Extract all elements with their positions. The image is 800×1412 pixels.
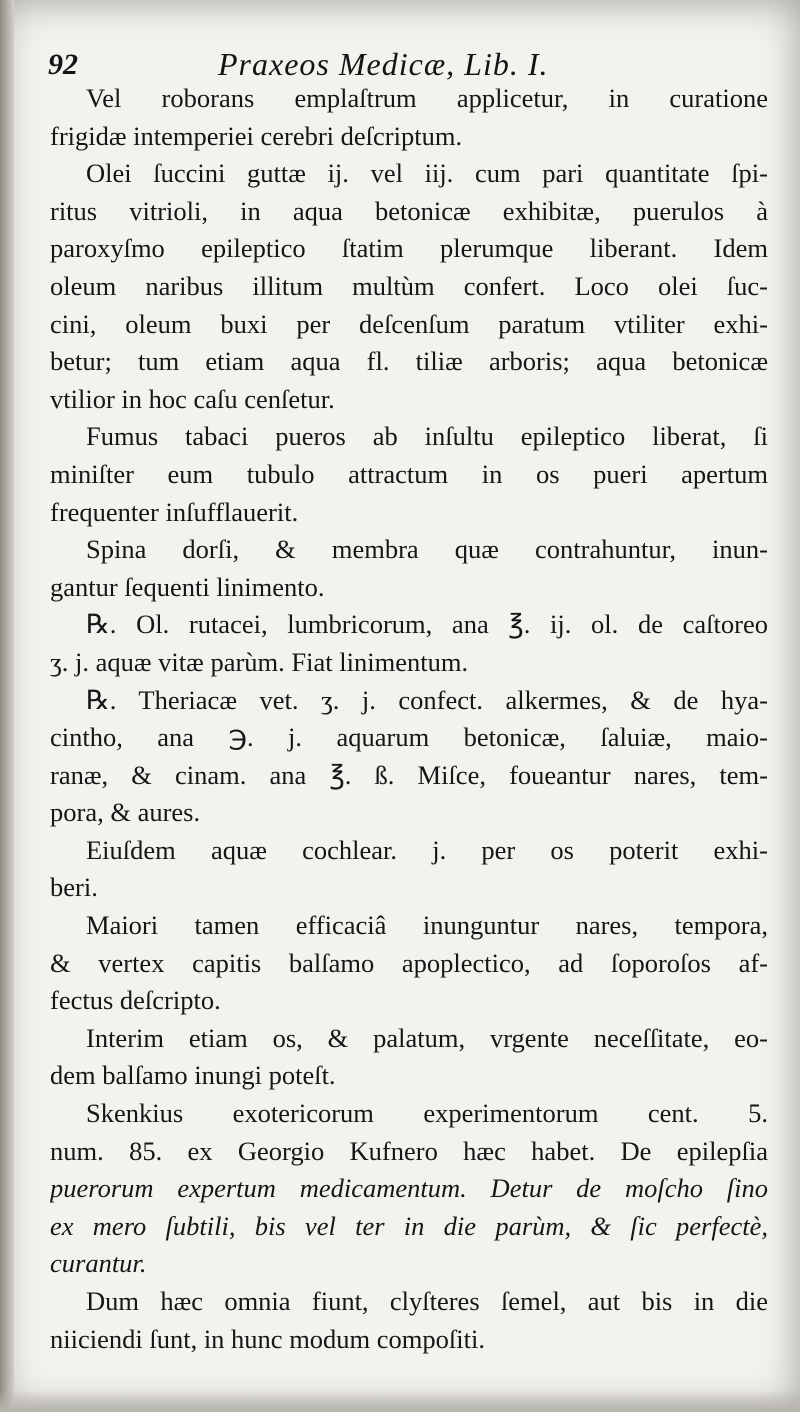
text-line: ritus vitrioli, in aqua betonicæ exhibitæ, puerulos à xyxy=(50,195,768,226)
text-line: Skenkius exotericorum experimentorum cent. 5. xyxy=(86,1098,768,1129)
page-number: 92 xyxy=(48,48,78,81)
text-line: beri. xyxy=(50,872,98,903)
text-line: gantur ſequenti linimento. xyxy=(50,571,325,602)
text-line: ℞. Theriacæ vet. ʒ. j. confect. alkermes, & de hya- xyxy=(86,684,768,715)
text-line: vtilior in hoc caſu cenſetur. xyxy=(50,383,335,414)
text-line: Vel roborans emplaſtrum applicetur, in curatione xyxy=(86,83,768,113)
text-line: frequenter inſufflauerit. xyxy=(50,496,299,527)
text-line: ʒ. j. aquæ vitæ parùm. Fiat linimentum. xyxy=(50,646,469,677)
page-gutter-shadow xyxy=(0,0,14,1412)
text-line: fectus deſcripto. xyxy=(50,985,221,1016)
text-line: cintho, ana ℈. j. aquarum betonicæ, ſaluiæ, maio- xyxy=(50,722,768,753)
page-bottom-shadow xyxy=(0,1390,800,1412)
text-line: Maiori tamen efficaciâ inunguntur nares, tempora, xyxy=(86,910,768,941)
text-line: Fumus tabaci pueros ab inſultu epileptico liberat, ſi xyxy=(86,421,768,452)
text-line: Eiuſdem aquæ cochlear. j. per os poterit exhi- xyxy=(86,834,768,865)
text-line: Interim etiam os, & palatum, vrgente neceſſitate, eo- xyxy=(86,1022,768,1053)
text-line: miniſter eum tubulo attractum in os pueri apertum xyxy=(50,458,768,489)
running-title: Praxeos Medicæ, Lib. I. xyxy=(218,46,549,82)
text-line: puerorum expertum medicamentum. Detur de moſcho ſino xyxy=(50,1173,768,1204)
text-line: paroxyſmo epileptico ſtatim plerumque liberant. Idem xyxy=(50,233,768,264)
text-line: pora, & aures. xyxy=(50,797,201,828)
text-line: niiciendi ſunt, in hunc modum compoſiti. xyxy=(50,1323,485,1354)
text-line: ex mero ſubtili, bis vel ter in die parùm, & ſic perfectè, xyxy=(50,1210,768,1241)
text-line: cini, oleum buxi per deſcenſum paratum vtiliter exhi- xyxy=(50,308,768,339)
text-line: Spina dorſi, & membra quæ contrahuntur, inun- xyxy=(86,534,768,565)
body-text xyxy=(50,80,768,1358)
text-line: dem balſamo inungi poteſt. xyxy=(50,1060,336,1091)
text-line: oleum naribus illitum multùm confert. Loco olei ſuc- xyxy=(50,270,768,301)
text-line: frigidæ intemperiei cerebri deſcriptum. xyxy=(50,120,463,151)
text-line: num. 85. ex Georgio Kufnero hæc habet. De epilepſia xyxy=(50,1135,768,1166)
text-line: ranæ, & cinam. ana ℥. ß. Miſce, foueantur nares, tem- xyxy=(50,759,768,790)
text-line: betur; tum etiam aqua fl. tiliæ arboris; aqua betonicæ xyxy=(50,346,768,377)
text-line: curantur. xyxy=(50,1248,147,1279)
text-line: Olei ſuccini guttæ ij. vel iij. cum pari quantitate ſpi- xyxy=(86,158,768,189)
text-line: Dum hæc omnia fiunt, clyſteres ſemel, aut bis in die xyxy=(86,1286,768,1316)
text-line: & vertex capitis balſamo apoplectico, ad ſoporoſos af- xyxy=(50,947,768,978)
text-line: ℞. Ol. rutacei, lumbricorum, ana ℥. ij. ol. de caſtoreo xyxy=(86,609,768,640)
